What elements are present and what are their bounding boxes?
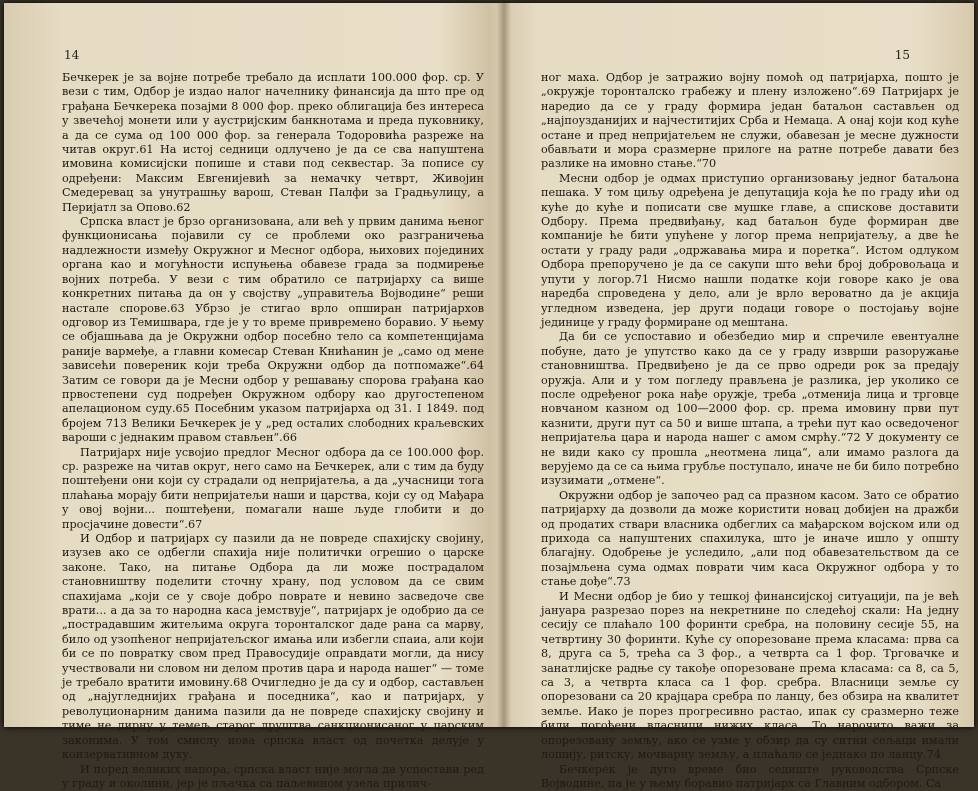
paragraph: Бечкерек је дуго време био седиште руководства Српске Војводине, па је у њему боравио патријарх са Главним одбором. Са <box>541 763 959 791</box>
paragraph: И Одбор и патријарх су пазили да не повреде спахијску својину, изузев ако се одбегли спахија није политички огрешио о царске законе. Тако, на питање Одбора да ли може пострадалом становништву поделити сточну храну, под условом да се свим спахијама „који се у своје добро поврате и невино засведоче све врати... а да за то народна каса јемствује“, патријарх је одобрио да се „пострадавшим житељима округа торонталског даде рана са марву, било од узопћеног непријатељског имања или избегли спаиа, али који би се по повратку свом пред Правосудије оправдати могли, да нису учествовали ни словом ни делом против цара и народа нашег“ — томе је требало вратити имовину.68 Очигледно је да су и одбор, састављен од „најугледнијих грађана и поседника“, као и патријарх, у револуционарним данима пазили да не повреде спахијску својину и тиме не дирну у темељ старог друштва санкционисаног у царским законима. У том смислу нова српска власт од почетка делује у конзервативном духу. <box>62 532 484 763</box>
paragraph: Окружни одбор је започео рад са празном касом. Зато се обратио патријарху да дозволи да може користити новац добијен на дражби од продатих ствари власника одбеглих са мађарском војском или од прихода са напуштених спахилука, што је иначе ишло у општу благајну. Одобрење је уследило, „али под обавезательством да се позајмљена сума одмах поврати чим каса Окружног одбора у то стање дође“.73 <box>541 489 959 590</box>
right-page <box>511 3 974 727</box>
page-text <box>541 71 959 791</box>
book-spread <box>4 3 974 727</box>
paragraph: Патријарх није усвојио предлог Месног одбора да се 100.000 фор. ср. разреже на читав округ, него само на Бечкерек, али с тим да буду поштеђени они који су страдали од непријатеља, а да „учасници тога плаћања морају бити непријатељи наши и царства, који су од Мађара у овој војни... поштеђени, помагали наше људе глобити и до просјачине довести“.67 <box>62 446 484 532</box>
paragraph: Бечкерек је за војне потребе требало да исплати 100.000 фор. ср. У вези с тим, Одбор је издао налог начелнику финансија да што пре од грађана Бечкерека позајми 8 000 фор. преко облигација без интереса у звечећој монети или у аустријским банкнотама и преда пуковнику, а да се сума од 100 000 фор. за генерала Тодоровића разреже на читав округ.61 На истој седници одлучено је да се сва напуштена имовина комисијски попише и стави под секвестар. За пописе су одређени: Максим Евгенијевић за немачку четврт, Живојин Смедеревац за унутрашњу варош, Стеван Палфи за Градњулицу, а Перијатл за Опово.62 <box>62 71 484 215</box>
paragraph: Српска власт је брзо организована, али већ у првим данима њеног функционисања појавили су се проблеми око разграничења надлежности између Окружног и Месног одбора, њихових појединих органа као и могућности испуњења обавезе града за подмирење војних потреба. У вези с тим обратило се патријарху са више конкретних питања да он у својству „управитеља Војводине“ реши настале спорове.63 Убрзо је стигао врло опширан патријархов одговор из Темишвара, где је у то време привремено боравио. У њему се објашњава да је Окружни одбор посебно тело са компетенцијама раније вармеђе, а главни комесар Стеван Книћанин је „само од мене зависећи повереник који треба Окружни одбор да потпомаже“.64 Затим се говори да је Месни одбор у решавању спорова грађана као првостепени суд подређен Окружном одбору као другостепеном апелационом суду.65 Посебним указом патријарха од 31. I 1849. под бројем 713 Велики Бечкерек је у „ред осталих слободних краљевских вароши с једнаким правом стављен“.66 <box>62 215 484 446</box>
paragraph: Да би се успоставио и обезбедио мир и спречиле евентуалне побуне, дато је упутство како да се у граду изврши разоружање становништва. Предвиђено је да се прво одреди рок за предају оружја. Али и у том погледу прављена је разлика, јер уколико се после одређеног рока нађе оружје, треба „отменија лица и трговце новчаном казном од 100—2000 фор. ср. према имовину први пут казнити, други пут са 50 и више штапа, а трећи пут као осведоченог непријатеља цара и народа нашег с амом смрћу.“72 У документу се не види како су прошла „неотмена лица“, али имамо разлога да верујемо да се са њима грубље поступало, иначе не би било потребно изузимати „отмене“. <box>541 330 959 488</box>
paragraph: И поред великих напора, српска власт није могла да успостави ред у граду и околини, јер је пљачка са паљевином узела прилич- <box>62 763 484 791</box>
page-text <box>62 71 484 791</box>
page-number: 15 <box>895 48 910 62</box>
page-number: 14 <box>64 48 79 62</box>
paragraph: Месни одбор је одмах приступио организовању једног батаљона пешака. У том циљу одређена је депутација која ће по граду ићи од куће до куће и пописати све мушке главе, а спискове доставити Одбору. Према предвиђању, кад батаљон буде формиран две компаније ће бити упућене у логор према непријатељу, а две ће остати у граду ради „одржавања мира и поретка“. Истом одлуком Одбора препоручено је да се сакупи што већи број добровољаца и упути у логор.71 Нисмо нашли податке који говоре како је ова наредба спроведена у дело, али је врло вероватно да је акција угледном изведена, јер други подаци говоре о постојању војне јединице у граду формиране од мештана. <box>541 172 959 330</box>
book-gutter <box>497 3 511 727</box>
paragraph: И Месни одбор је био у тешкој финансијској ситуацији, па је већ јануара разрезао порез на некретнине по следећој скали: На једну сесију се плаћало 100 форинти сребра, на половину сесије 55, на четвртину 30 форинти. Куће су опорезоване према класама: прва са 8, друга са 5, трећа са 3 фор., а четврта са 1 фор. Трговачке и занатлијске радње су такође опорезоване према класама: са 8, са 5, са 3, а четврта класа са 1 фор. сребра. Власници земље су опорезовани са 20 крајцара сребра по ланцу, без обзира на квалитет земље. Иако је порез прогресивно растао, ипак су сразмерно теже били погођени власници нижих класа. То нарочито важи за опорезовану земљу, ако се узме у обзир да су ситни сељаци имали лошију, ритску, мочварну земљу, а плаћало се једнако по ланцу.74 <box>541 590 959 763</box>
left-page <box>4 3 497 727</box>
paragraph: ног маха. Одбор је затражио војну помоћ од патријарха, пошто је „окружје торонталско грабежу и плену изложено“.69 Патријарх је наредио да се у граду формира један батаљон састављен од „најпоузданијих и најчеститијих Срба и Немаца. А онај који код куће остане и пред непријатељем не служи, обавезан је месне дужности обављати и мора сразмерне прилоге на ратне потребе давати без разлике на имовно стање.“70 <box>541 71 959 172</box>
